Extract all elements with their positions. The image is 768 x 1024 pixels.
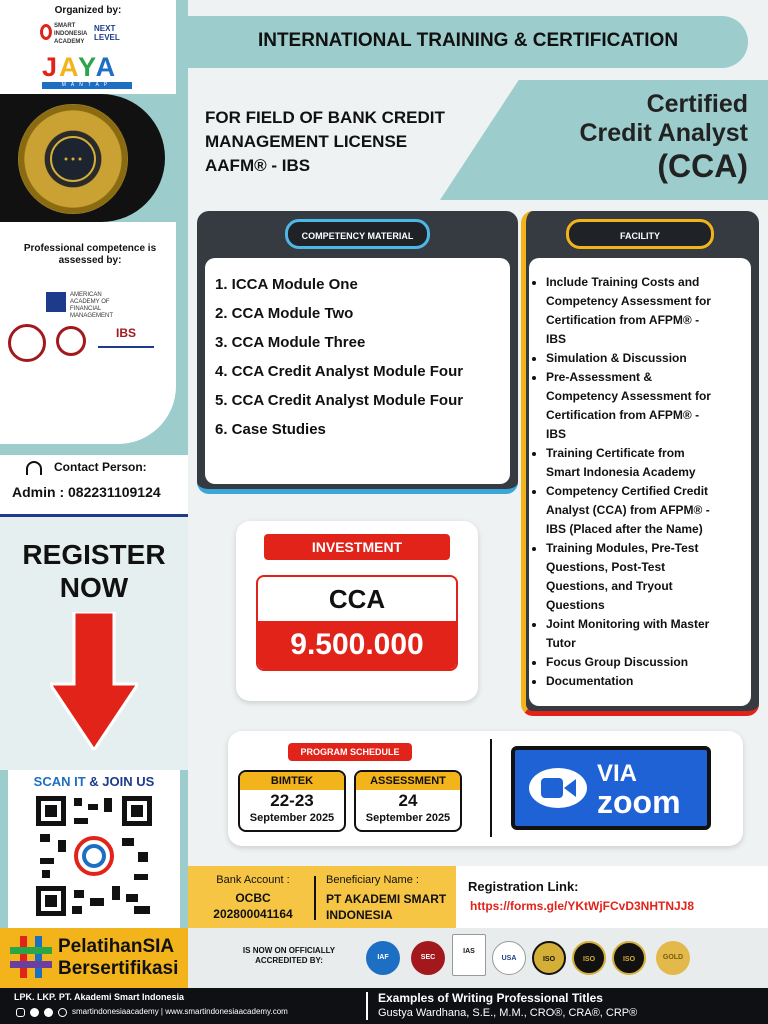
bimtek-month: September 2025	[249, 812, 335, 824]
facility-label: FACILITY	[566, 219, 714, 249]
divider	[490, 739, 492, 837]
account-number[interactable]: 202800041164	[213, 907, 293, 921]
gold-badge-icon: GOLD	[656, 941, 690, 975]
bimtek-label: BIMTEK	[240, 772, 344, 790]
investment-label: INVESTMENT	[264, 534, 450, 560]
price-value: 9.500.000	[258, 621, 456, 669]
organized-by-label: Organized by:	[54, 5, 122, 16]
instagram-icon[interactable]	[16, 1008, 25, 1017]
list-item: 5. CCA Credit Analyst Module Four	[215, 392, 464, 409]
list-item: • Training Certificate from Smart Indonesia Academy	[546, 444, 722, 482]
facility-list	[532, 273, 722, 691]
smart-logo	[40, 20, 88, 46]
register-line: REGISTER	[22, 539, 166, 570]
price-box	[256, 575, 458, 671]
certification-title	[510, 90, 748, 184]
list-item: 4. CCA Credit Analyst Module Four	[215, 363, 464, 380]
field-text: FOR FIELD OF BANK CREDIT MANAGEMENT LICENSE AAFM® - IBS	[205, 108, 445, 175]
cert-title-acronym: (CCA)	[657, 148, 748, 184]
smart-logo-text: SMART INDONESIA ACADEMY	[54, 23, 88, 45]
camera-body-icon	[541, 778, 563, 798]
register-line: NOW	[59, 572, 129, 603]
footer-divider	[366, 992, 368, 1020]
list-item: • Documentation	[546, 672, 722, 691]
list-item: 2. CCA Module Two	[215, 305, 354, 322]
list-item: 1. ICCA Module One	[215, 276, 358, 293]
zoom-text: zoom	[597, 784, 681, 820]
competency-label: COMPETENCY MATERIAL	[285, 219, 430, 249]
via-text: VIA	[597, 760, 638, 787]
youtube-icon[interactable]	[44, 1008, 53, 1017]
footer	[0, 988, 768, 1024]
contact-value[interactable]: Admin : 082231109124	[12, 484, 161, 500]
organizer-panel	[0, 0, 176, 94]
investment-card	[236, 521, 478, 701]
cert-title-line: Certified	[646, 90, 748, 118]
zoom-badge[interactable]	[511, 746, 711, 830]
qr-code-icon[interactable]	[34, 794, 154, 918]
schedule-label: PROGRAM SCHEDULE	[288, 743, 412, 761]
iso-badge-icon: ISO	[612, 941, 646, 975]
contact-panel	[0, 455, 188, 517]
list-item: • Focus Group Discussion	[546, 653, 722, 672]
list-item: 6. Case Studies	[215, 421, 326, 438]
aafm-logo	[46, 290, 130, 319]
jaya-subtitle: MANTAP	[42, 82, 132, 89]
scan-label	[8, 774, 180, 789]
iso-badge-icon: ISO	[572, 941, 606, 975]
list-item: • Simulation & Discussion	[546, 349, 722, 368]
jaya-logo	[42, 52, 117, 83]
competence-text: Professional competence is assessed by:	[23, 243, 157, 266]
scan-panel	[8, 770, 180, 928]
bank-info	[188, 866, 456, 928]
hashtag-panel	[0, 928, 188, 988]
contact-label: Contact Person:	[54, 460, 147, 474]
list-item: • Training Modules, Pre-Test Questions, Post-Test Questions, and Tryout Questions	[546, 539, 722, 615]
account-label: Bank Account :	[216, 874, 290, 886]
accreditation-label: IS NOW ON OFFICIALLY ACCREDITED BY:	[242, 946, 336, 965]
assessment-date-box	[354, 770, 462, 832]
register-now[interactable]	[0, 538, 188, 604]
divider	[314, 876, 316, 920]
smart-logo-icon	[40, 24, 52, 40]
program-name: CCA	[328, 584, 386, 614]
bank-name: OCBC	[235, 891, 271, 905]
jaya-letter: A	[95, 52, 118, 82]
ibs-logo: IBS	[98, 326, 154, 348]
footer-social[interactable]: smartindonesiaacademy | www.smartindonesiaacademy.com	[72, 1007, 288, 1016]
registration-link[interactable]: https://forms.gle/YKtWjFCvD3NHTNJJ8	[470, 899, 695, 913]
footer-org: LPK. LKP. PT. Akademi Smart Indonesia	[14, 992, 185, 1002]
hashtag-line: PelatihanSIA	[58, 936, 175, 957]
list-item: • Joint Monitoring with Master Tutor	[546, 615, 722, 653]
ias-badge-icon: IAS	[452, 934, 486, 976]
next-level-logo: NEXT LEVEL	[94, 24, 120, 42]
aafm-logo-text: AMERICAN ACADEMY OF FINANCIAL MANAGEMENT	[70, 292, 114, 319]
accreditation-bar	[188, 928, 768, 988]
beneficiary-name: PT AKADEMI SMART INDONESIA	[326, 892, 447, 922]
list-item: • Pre-Assessment & Competency Assessment for Certification from AFPM® - IBS	[546, 368, 722, 444]
jaya-letter: Y	[78, 52, 96, 82]
jaya-letter: A	[59, 52, 79, 82]
registration-label: Registration Link:	[468, 879, 579, 894]
crest-logo-icon	[8, 324, 46, 362]
scan-label-primary: SCAN IT	[33, 774, 86, 789]
beneficiary-label: Beneficiary Name :	[326, 874, 419, 886]
bimtek-date: 22-23	[270, 791, 314, 810]
examples-title: Examples of Writing Professional Titles	[378, 991, 603, 1005]
facebook-icon[interactable]	[30, 1008, 39, 1017]
iaf-badge-icon: IAF	[366, 941, 400, 975]
headset-icon	[26, 461, 42, 475]
scan-label-secondary: & JOIN US	[89, 774, 155, 789]
page-title: INTERNATIONAL TRAINING & CERTIFICATION	[257, 30, 679, 51]
list-item: • Competency Certified Credit Analyst (CCA) from AFPM® - IBS (Placed after the Name)	[546, 482, 722, 539]
hashtag-icon	[10, 936, 52, 978]
shield-logo-icon	[56, 326, 86, 356]
hashtag-text	[58, 936, 178, 980]
aafm-mark-icon	[46, 292, 66, 312]
down-arrow-icon	[50, 612, 138, 750]
iso-badge-icon: ISO	[532, 941, 566, 975]
assessment-date: 24	[398, 791, 418, 810]
camera-icon	[529, 768, 587, 808]
jaya-letter: J	[42, 52, 60, 82]
whatsapp-icon[interactable]	[58, 1008, 67, 1017]
cert-title-line: Credit Analyst	[579, 119, 748, 147]
list-item: • Include Training Costs and Competency Assessment for Certification from AFPM® - IBS	[546, 273, 722, 349]
bimtek-date-box	[238, 770, 346, 832]
assessment-label: ASSESSMENT	[356, 772, 460, 790]
list-item: 3. CCA Module Three	[215, 334, 366, 351]
competency-list	[215, 270, 510, 444]
hashtag-line: Bersertifikasi	[58, 958, 179, 979]
examples-text: Gustya Wardhana, S.E., M.M., CRO®, CRA®, CRP®	[378, 1007, 638, 1019]
certificate-seal-icon	[18, 104, 128, 214]
eagle-badge-icon: USA	[492, 941, 526, 975]
assessment-month: September 2025	[365, 812, 451, 824]
sec-badge-icon: SEC	[411, 941, 445, 975]
camera-lens-icon	[564, 779, 576, 797]
schedule-card	[228, 731, 743, 846]
